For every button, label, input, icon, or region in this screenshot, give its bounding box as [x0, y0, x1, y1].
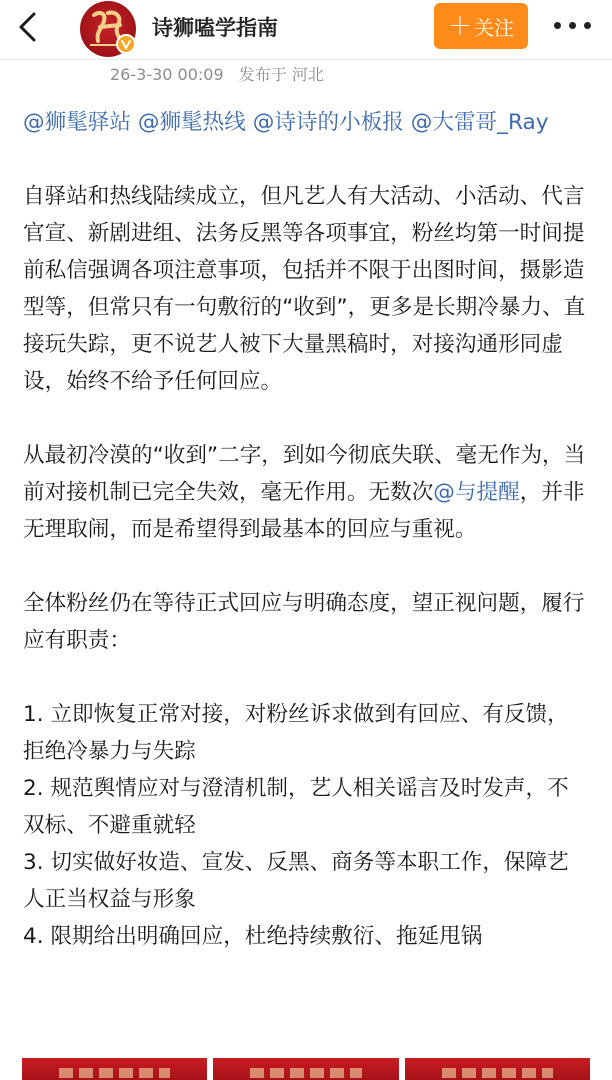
- mention-link[interactable]: @大雷哥_Ray: [410, 110, 549, 135]
- follow-label: 关注: [474, 15, 514, 40]
- mention-link[interactable]: @狮髦热线: [137, 110, 246, 135]
- post-body: [23, 104, 588, 955]
- post-meta: [110, 62, 324, 85]
- image-thumbnail[interactable]: [22, 1058, 207, 1080]
- top-bar: [0, 0, 612, 58]
- image-thumbnail[interactable]: [213, 1058, 398, 1080]
- post-location: 发布于 河北: [238, 65, 324, 84]
- paragraph-2-tail: ，并非无理取闹，而是希望得到最基本的回应与重视。: [23, 480, 585, 542]
- list-item: 2. 规范舆情应对与澄清机制，艺人相关谣言及时发声，不双标、不避重就轻: [23, 776, 569, 838]
- mention-link[interactable]: @诗诗的小板报: [252, 110, 404, 135]
- post-time: 26-3-30 00:09: [110, 65, 224, 84]
- image-thumbnails: [22, 1058, 590, 1080]
- verified-v-icon: [116, 34, 136, 54]
- list-item: 4. 限期给出明确回应，杜绝持续敷衍、拖延甩锅: [23, 924, 483, 949]
- list-item: 1. 立即恢复正常对接，对粉丝诉求做到有回应、有反馈，拒绝冷暴力与失踪: [23, 702, 569, 764]
- paragraph-1: 自驿站和热线陆续成立，但凡艺人有大活动、小活动、代言官宣、新剧进组、法务反黑等各项事宜，粉丝均第一时间提前私信强调各项注意事项，包括并不限于出图时间，摄影造型等，但常只有一句敷衍的“收到”，更多是长期冷暴力、直接玩失踪，更不说艺人被下大量黑稿时，对接沟通形同虚设，始终不给予任何回应。: [23, 184, 586, 394]
- paragraph-3: 全体粉丝仍在等待正式回应与明确态度，望正视问题，履行应有职责：: [23, 591, 585, 653]
- header-divider: [0, 59, 612, 60]
- plus-icon: ＋: [448, 12, 472, 40]
- mention-link[interactable]: @与提醒: [433, 480, 520, 505]
- account-name[interactable]: 诗狮嗑学指南: [152, 16, 278, 40]
- mention-link[interactable]: @狮髦驿站: [23, 110, 131, 135]
- paragraph-2: [23, 437, 588, 548]
- follow-button[interactable]: [434, 3, 528, 49]
- mentions-line: [23, 104, 588, 141]
- image-thumbnail[interactable]: [405, 1058, 590, 1080]
- back-arrow-icon[interactable]: [14, 10, 44, 44]
- paragraph-2-text: 从最初冷漠的“收到”二字，到如今彻底失联、毫无作为，当前对接机制已完全失效，毫无作用。无数次: [23, 443, 586, 505]
- list-item: 3. 切实做好妆造、宣发、反黑、商务等本职工作，保障艺人正当权益与形象: [23, 850, 569, 912]
- more-dots-icon[interactable]: [550, 18, 594, 34]
